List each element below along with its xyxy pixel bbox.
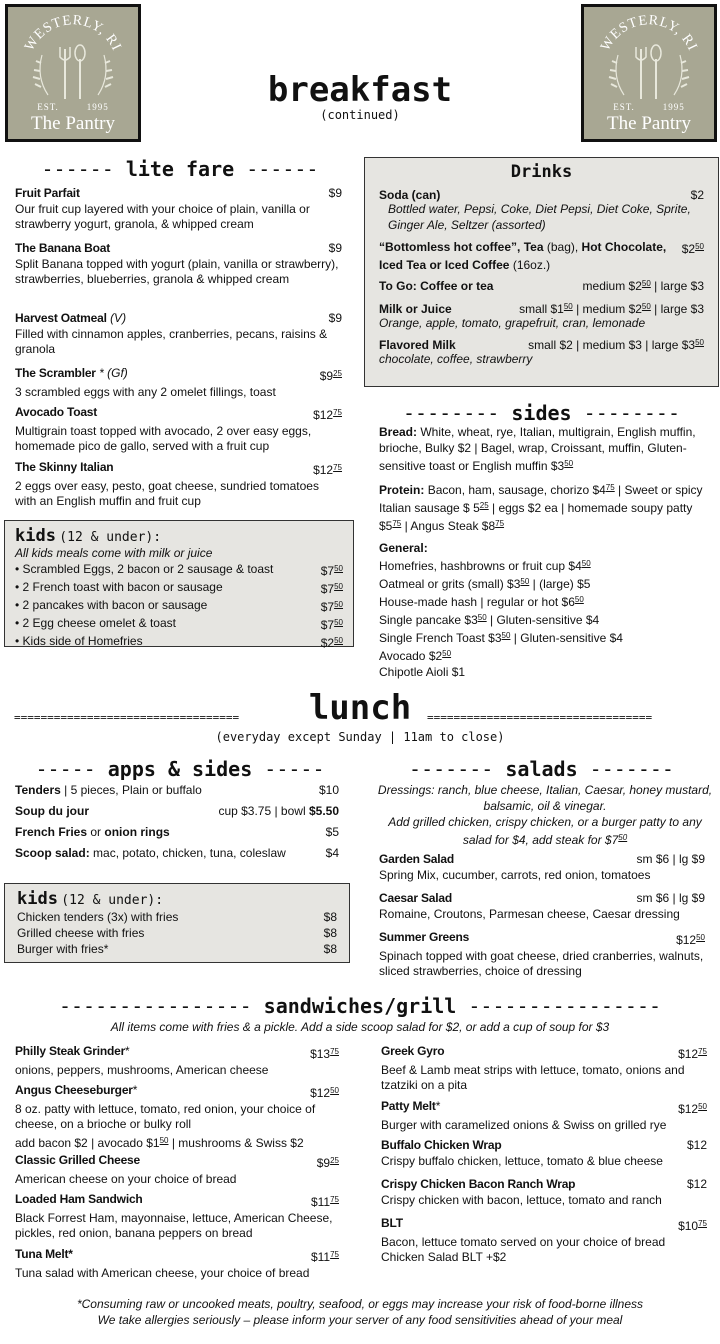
kids-item-cents: 50 [334,564,343,573]
kids-item-price: $7 [320,564,335,578]
sides-general-item [379,556,714,574]
kids-item-name: • 2 Egg cheese omelet & toast [15,616,176,630]
kids-lunch-item-name: Chicken tenders (3x) with fries [17,910,179,924]
kids-item-cents: 50 [334,636,343,645]
kids-item-price: $7 [320,600,335,614]
item-name: BLT [381,1216,403,1230]
item-price: $12 [678,1047,699,1061]
item-price: $12 [678,1102,699,1116]
item-desc: Crispy chicken with bacon, lettuce, tomato and ranch [381,1192,662,1207]
item-name: Patty Melt [381,1099,436,1113]
menu-item [381,1099,707,1133]
item-price-cents: 75 [698,1047,707,1056]
item-desc: 2 eggs over easy, pesto, goat cheese, sundried tomatoes with an English muffin and fruit cup [15,478,319,508]
footer-line-2: We take allergies seriously – please inform your server of any food sensitivities ahead of your meal [97,1313,623,1327]
logo-est: EST. [37,102,59,112]
drink-togo: To Go: Coffee or tea medium $\$2^{50}$ | large $3 [379,279,704,293]
menu-item [15,1153,339,1187]
sides-general-cents: 50 [574,595,584,604]
item-extra2: | mushrooms & Swiss $2 [171,1135,304,1150]
menu-item [15,460,342,510]
item-name: Summer Greens [379,930,470,944]
item-price: $10 [678,1219,699,1233]
item-price: $9 [328,311,342,325]
item-name: Garden Salad [379,852,454,866]
sides-general-text: Chipotle Aioli $1 [379,665,466,679]
menu-item [15,311,342,358]
item-desc: Bacon, lettuce tomato served on your choice of bread [381,1234,666,1249]
kids-breakfast-box [4,520,354,650]
item-price: $9 [328,186,342,200]
sides-general-text: Avocado $2 [379,649,443,663]
item-desc: Black Forrest Ham, mayonnaise, lettuce, American Cheese, pickles, red onion, banana peppers on bread [15,1210,333,1240]
sides-general-cents: 50 [581,559,591,568]
sides-list [379,424,714,680]
item-price: $9 [319,369,334,383]
kids-lunch-box [4,883,350,963]
item-extra-cents: 50 [159,1135,169,1145]
sides-general-cents: 50 [501,631,511,640]
drink-coffee: “Bottomless hot coffee”, Tea (bag), Hot Chocolate, $\$2^{50}$ Iced Tea or Iced Coffee (16oz.) [379,240,704,272]
sides-general-after: | Gluten-sensitive $4 [490,613,600,627]
kids-item-name: • Kids side of Homefries [15,634,143,648]
item-price-cents: 50 [698,1102,707,1111]
svg-text:WESTERLY, RI: WESTERLY, RI [22,13,124,54]
sides-heading: -------- sides -------- [403,401,680,425]
kids-item-cents: 50 [334,582,343,591]
item-name: Loaded Ham Sandwich [15,1192,143,1206]
sides-general-label: General: [379,541,428,555]
drink-milk-desc: Orange, apple, tomato, grapefruit, cran, lemonade [379,316,646,330]
apps-title: apps & sides [107,757,253,781]
kids-item [15,615,343,633]
item-name: Tuna Melt* [15,1247,73,1261]
item-price-cents: 50 [330,1086,339,1095]
lunch-rule-left: ================================== [14,711,240,724]
item-desc: Multigrain toast topped with avocado, 2 over easy eggs, homemade pico de gallo, served with a fruit cup [15,423,312,453]
sides-general-item [379,664,714,680]
item-name: The Banana Boat [15,241,111,255]
kids-title: kids [15,526,56,546]
item-name: Fruit Parfait [15,186,80,200]
item-name: Greek Gyro [381,1044,445,1058]
menu-item [15,1044,339,1078]
breakfast-subtitle: (continued) [320,108,400,122]
item-price: $11 [310,1250,331,1264]
menu-item [15,1192,339,1242]
item-name: Angus Cheeseburger [15,1083,133,1097]
drink-soda-name: Soda (can) [379,188,441,202]
kids-lunch-item-name: Grilled cheese with fries [17,926,145,940]
sides-general-item [379,574,714,592]
item-extra: Chicken Salad BLT +$2 [381,1250,507,1264]
menu-item [381,1177,707,1208]
kids-item-price: $7 [320,582,335,596]
item-price: $12 [676,933,697,947]
kids-lunch-item [17,941,337,957]
salads-dressings: Dressings: ranch, blue cheese, Italian, Caesar, honey mustard, balsamic, oil & vinegar. Add grilled chicken, crispy chicken, or a burger patty to any salad for $4, add steak for $\$7^{50}$ [377,783,713,847]
kids-lunch-item-name: Burger with fries* [17,942,109,956]
kids-item-name: • Scrambled Eggs, 2 bacon or 2 sausage & toast [15,562,274,576]
item-price: sm $6 | lg $9 [636,891,705,905]
menu-item [379,930,705,980]
item-price: $12 [686,1177,707,1191]
sides-general-text: Oatmeal or grits (small) $3 [379,577,521,591]
sides-bread: Bread: White, wheat, rye, Italian, multigrain, English muffin, brioche, Bulky $2 | Bagel, wrap, Croissant, muffin, Gluten-sensitive toast or English muffin $\$3^{50}$ [379,425,696,473]
item-price: $9 [328,241,342,255]
item-price-cents: 25 [330,1156,339,1165]
drink-flavored: Flavored Milk small $2 | medium $3 | large $\$3^{50}$ [379,338,704,352]
sandwiches-heading: ---------------- sandwiches/grill ---------------- [58,994,662,1018]
item-price-cents: 25 [333,369,342,378]
kids-item-name: • 2 pancakes with bacon or sausage [15,598,208,612]
kids-item [15,579,343,597]
sandwiches-title: sandwiches/grill [263,994,457,1018]
logo-year: 1995 [662,102,685,112]
item-price: $12 [313,463,334,477]
kids-item [15,561,343,579]
item-price-cents: 75 [330,1195,339,1204]
item-desc: Filled with cinnamon apples, cranberries, pecans, raisins & granola [15,326,328,356]
item-tag: * (Gf) [99,366,128,380]
item-star: * [435,1099,441,1113]
menu-item [15,366,342,400]
sides-general-text: Homefries, hashbrowns or fruit cup $4 [379,559,582,573]
kids-item-price: $2 [320,636,335,650]
drinks-title: Drinks [510,162,573,182]
item-price: $12 [686,1138,707,1152]
kids-item-cents: 50 [334,618,343,627]
sides-general-item [379,628,714,646]
item-desc: Burger with caramelized onions & Swiss on grilled rye [381,1117,667,1132]
kids-age: (12 & under): [59,530,162,545]
item-price-cents: 75 [333,408,342,417]
kids-lunch-item [17,925,337,941]
item-star: * [132,1083,138,1097]
sides-general-cents: 50 [520,577,530,586]
kids-lunch-item-price: $8 [323,910,337,924]
sides-general-text: House-made hash | regular or hot $6 [379,595,575,609]
kids-lunch-title: kids [17,889,58,909]
sides-general-item [379,592,714,610]
sides-general-item [379,646,714,664]
kids-lunch-item [17,909,337,925]
item-price: $12 [310,1086,331,1100]
drink-soda-desc: Bottled water, Pepsi, Coke, Diet Pepsi, Diet Coke, Sprite, Ginger Ale, Seltzer (assorted) [388,202,691,232]
item-desc: Our fruit cup layered with your choice of plain, vanilla or strawberry yogurt, granola, & whipped cream [15,201,310,231]
lunch-title: lunch [308,688,412,728]
item-tag: (V) [110,311,127,325]
kids-item [15,633,343,651]
app-item: Soup du jour cup $3.75 | bowl $5.50 [15,804,339,818]
item-price: sm $6 | lg $9 [636,852,705,866]
item-desc: Spinach topped with goat cheese, dried cranberries, walnuts, sliced strawberries, choice of dressing [379,948,704,978]
menu-item [15,1083,339,1151]
item-name: The Skinny Italian [15,460,114,474]
item-price-cents: 75 [330,1250,339,1259]
kids-lunch-age: (12 & under): [61,893,164,908]
menu-item [15,1247,339,1281]
item-price-cents: 75 [330,1047,339,1056]
drink-soda-price: $2 [690,188,704,202]
item-desc: Spring Mix, cucumber, carrots, red onion, tomatoes [379,867,651,882]
apps-list [15,783,339,860]
item-star: * [125,1044,130,1058]
item-name: The Scrambler [15,366,96,380]
menu-item [381,1138,707,1169]
item-price-cents: 75 [333,463,342,472]
item-name: Buffalo Chicken Wrap [381,1138,502,1152]
app-item: Tenders | 5 pieces, Plain or buffalo $10 [15,783,339,797]
sides-protein: Protein: Bacon, ham, sausage, chorizo $\$4^{75}$ | Sweet or spicy Italian sausage $ $5^{25}$ | eggs $2 ea | homemade soupy patty $\$5^{75}$ | Angus Steak $\$8^{75}$ [379,483,703,533]
apps-heading: ----- apps & sides ----- [35,757,325,781]
salads-heading: ------- salads ------- [409,757,674,781]
logo-est: EST. [613,102,635,112]
item-price: $9 [316,1156,331,1170]
item-desc: Romaine, Croutons, Parmesan cheese, Caesar dressing [379,906,680,921]
menu-item [381,1044,707,1094]
item-extra: add bacon $2 | avocado $1 [15,1135,160,1150]
item-desc: Crispy buffalo chicken, lettuce, tomato & blue cheese [381,1153,663,1168]
menu-item [15,186,342,233]
sides-general-cents: 50 [442,649,452,658]
item-desc: 8 oz. patty with lettuce, tomato, red onion, your choice of cheese, on a brioche or bulky roll [15,1101,316,1131]
drink-flavored-desc: chocolate, coffee, strawberry [379,352,533,366]
item-desc: American cheese on your choice of bread [15,1171,237,1186]
item-name: Caesar Salad [379,891,452,905]
menu-item [15,241,342,288]
logo-name: The Pantry [607,113,691,134]
menu-item [15,405,342,455]
sides-general-text: Single French Toast $3 [379,631,502,645]
lunch-rule-right: ================================== [427,711,653,724]
item-price-cents: 50 [696,933,705,942]
drink-soda [379,188,704,202]
sides-general-text: Single pancake $3 [379,613,478,627]
lunch-subtitle: (everyday except Sunday | 11am to close) [215,730,505,744]
footer-line-1: *Consuming raw or uncooked meats, poultry, seafood, or eggs may increase your risk of food-borne illness [76,1297,644,1311]
item-name: Avocado Toast [15,405,98,419]
kids-item-price: $7 [320,618,335,632]
drink-milk: Milk or Juice small $\$1^{50}$ | medium $\$2^{50}$ | large $3 [379,302,704,316]
sides-title: sides [511,401,572,425]
sides-general-after: | (large) $5 [532,577,591,591]
logo-name: The Pantry [31,113,115,134]
sides-general-item [379,610,714,628]
kids-note: All kids meals come with milk or juice [15,546,213,560]
item-name: Harvest Oatmeal [15,311,107,325]
sandwiches-note: All items come with fries & a pickle. Add a side scoop salad for $2, or add a cup of soup for $3 [110,1020,610,1034]
kids-lunch-item-price: $8 [323,942,337,956]
lite-fare-heading: ------ lite fare ------ [41,157,319,181]
drinks-box [364,157,719,387]
menu-item [379,852,705,883]
app-item: French Fries or onion rings $5 [15,825,339,839]
item-name: Crispy Chicken Bacon Ranch Wrap [381,1177,576,1191]
item-desc: Beef & Lamb meat strips with lettuce, tomato, onions and tzatziki on a pita [381,1062,685,1092]
item-desc: onions, peppers, mushrooms, American cheese [15,1062,269,1077]
salads-title: salads [505,757,578,781]
app-item: Scoop salad: mac, potato, chicken, tuna, coleslaw $4 [15,846,339,860]
kids-item-cents: 50 [334,600,343,609]
sides-general-after: | Gluten-sensitive $4 [513,631,623,645]
sides-general-cents: 50 [477,613,487,622]
item-desc: Split Banana topped with yogurt (plain, vanilla or strawberry), strawberries, blueberries, granola & whipped cream [15,256,339,286]
item-price: $12 [313,408,334,422]
item-price: $11 [310,1195,331,1209]
kids-lunch-item-price: $8 [323,926,337,940]
item-desc: Tuna salad with American cheese, your choice of bread [15,1265,310,1280]
kids-item [15,597,343,615]
menu-item [381,1216,707,1266]
breakfast-title: breakfast [267,70,453,110]
item-price: $13 [310,1047,331,1061]
svg-text:WESTERLY, RI: WESTERLY, RI [598,13,700,54]
item-price-cents: 75 [698,1219,707,1228]
lite-fare-title: lite fare [125,157,235,181]
kids-item-name: • 2 French toast with bacon or sausage [15,580,223,594]
logo-year: 1995 [86,102,109,112]
item-desc: 3 scrambled eggs with any 2 omelet fillings, toast [15,384,276,399]
item-name: Philly Steak Grinder [15,1044,126,1058]
menu-item [379,891,705,922]
item-name: Classic Grilled Cheese [15,1153,140,1167]
